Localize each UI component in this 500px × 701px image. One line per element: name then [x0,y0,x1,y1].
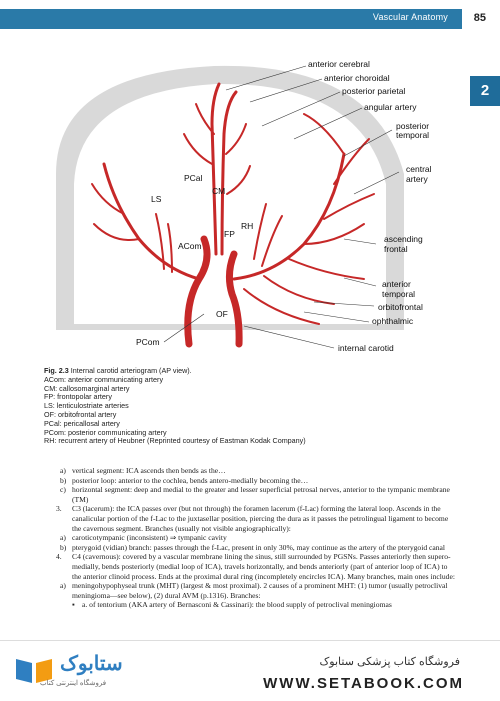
label-rh: RH [241,221,254,231]
footer-banner [0,640,500,701]
list-marker: a) [60,581,66,591]
caption-line: PCom: posterior communicating artery [44,427,167,437]
list-item [44,543,458,553]
caption-line: LS: lenticulostriate arteries [44,401,129,411]
list-item-text: C3 (lacerum): the ICA passes over (but not through) the foramen lacerum (f-Lac) forming the lateral loop. Ascends in the canalicular portion of the f-Lac to the juxtasellar position, piercing the dura as it passes the petrolingual ligament to become the cavernous segment. Branches (usually not visible angiographically): [72,504,449,533]
list-marker: b) [60,475,67,485]
label-posterior-parietal: posterior parietal [342,86,406,96]
list-marker: 3. [56,504,62,514]
list-item [44,504,458,533]
store-name: فروشگاه کتاب پزشکی ستابوک [319,656,460,668]
body-text [44,466,458,610]
label-anterior-temporal-2: temporal [382,289,416,299]
caption-title: Internal carotid arteriogram (AP view). [70,366,192,375]
label-pcom: PCom [136,337,160,347]
logo-text: ستابوک [60,653,123,675]
label-central-artery-1: central [406,164,432,174]
list-item [44,600,458,610]
label-fp: FP [224,229,235,239]
label-central-artery-2: artery [406,174,428,184]
list-item [44,533,458,543]
list-marker: a) [60,533,66,543]
list-item-text: pterygoid (vidian) branch: passes through the f-Lac, present in only 30%, may continue as the artery of the pterygoid canal [72,542,446,552]
label-orbitofrontal: orbitofrontal [378,302,423,312]
label-cm: CM [212,186,226,196]
caption-line: FP: frontopolar artery [44,392,112,402]
list-item [44,476,458,486]
list-item-text: horizontal segment: deep and medial to the greater and lesser superficial petrosal nerves, anterior to the tympanic membrane (TM) [72,485,450,504]
label-anterior-temporal-1: anterior [382,279,411,289]
caption-line: CM: callosomarginal artery [44,383,130,393]
list-item-text: a. of tentorium (AKA artery of Bernasconi & Cassinari): the blood supply of petroclival meningiomas [82,600,392,610]
logo-subtitle: فروشگاه اینترنتی کتاب [40,680,107,687]
label-anterior-cerebral: anterior cerebral [308,59,370,69]
list-item [44,466,458,476]
list-item-text: meningohypophyseal trunk (MHT) (largest & most proximal). 2 causes of a prominent MHT: (1) tumor (usually petroclival meningioma—see below), (2) dural AVM (p.1316). Branches: [72,581,448,600]
label-angular-artery: angular artery [364,102,417,112]
caption-line: OF: orbitofrontal artery [44,409,117,419]
caption-line: ACom: anterior communicating artery [44,374,164,384]
list-marker: c) [60,485,66,495]
list-marker: b) [60,542,67,552]
setabook-logo[interactable] [10,649,145,691]
label-internal-carotid: internal carotid [338,343,394,353]
list-item-text: posterior loop: anterior to the cochlea, bends antero-medially becoming the… [72,475,309,485]
list-marker: a) [60,466,66,475]
label-of: OF [216,309,228,319]
list-item-text: caroticotympanic (inconsistent) ⇒ tympanic cavity [72,533,227,543]
page-header [0,0,500,40]
list-marker: ▪ [72,600,75,610]
running-title: Vascular Anatomy [372,12,448,22]
list-item [44,485,458,504]
list-item [44,581,458,600]
label-ascending-frontal-2: frontal [384,244,408,254]
list-item-text: vertical segment: ICA ascends then bends as the… [72,466,226,475]
caption-fig-number: Fig. 2.3 [44,366,69,375]
store-url-link[interactable]: WWW.SETABOOK.COM [263,675,464,692]
label-ascending-frontal-1: ascending [384,234,423,244]
label-acom: ACom [178,241,202,251]
arteriogram-figure [44,44,454,356]
chapter-tab: 2 [470,76,500,106]
label-ls: LS [151,194,162,204]
label-posterior-temporal-1: posterior [396,121,430,131]
caption-line: PCal: pericallosal artery [44,418,120,428]
label-anterior-choroidal: anterior choroidal [324,73,390,83]
label-pcal: PCal [184,173,203,183]
figure-caption [44,367,464,446]
list-marker: 4. [56,552,62,562]
list-item-text: C4 (cavernous): covered by a vascular membrane lining the sinus, still surrounded by PGSNs. Passes anteriorly then supero-medially, bends posteriorly (medial loop of ICA), travels horizontally, and bends anteriorly (part of anterior loop of ICA) to the anterior clinoid process. Ends at the proximal dural ring (incompletely encircles ICA). Many branches, main ones include: [72,552,455,581]
page-number: 85 [473,12,486,24]
label-posterior-temporal-2: temporal [396,130,430,140]
list-item [44,552,458,581]
label-ophthalmic: ophthalmic [372,316,414,326]
caption-line: RH: recurrent artery of Heubner (Reprinted courtesy of Eastman Kodak Company) [44,436,306,446]
